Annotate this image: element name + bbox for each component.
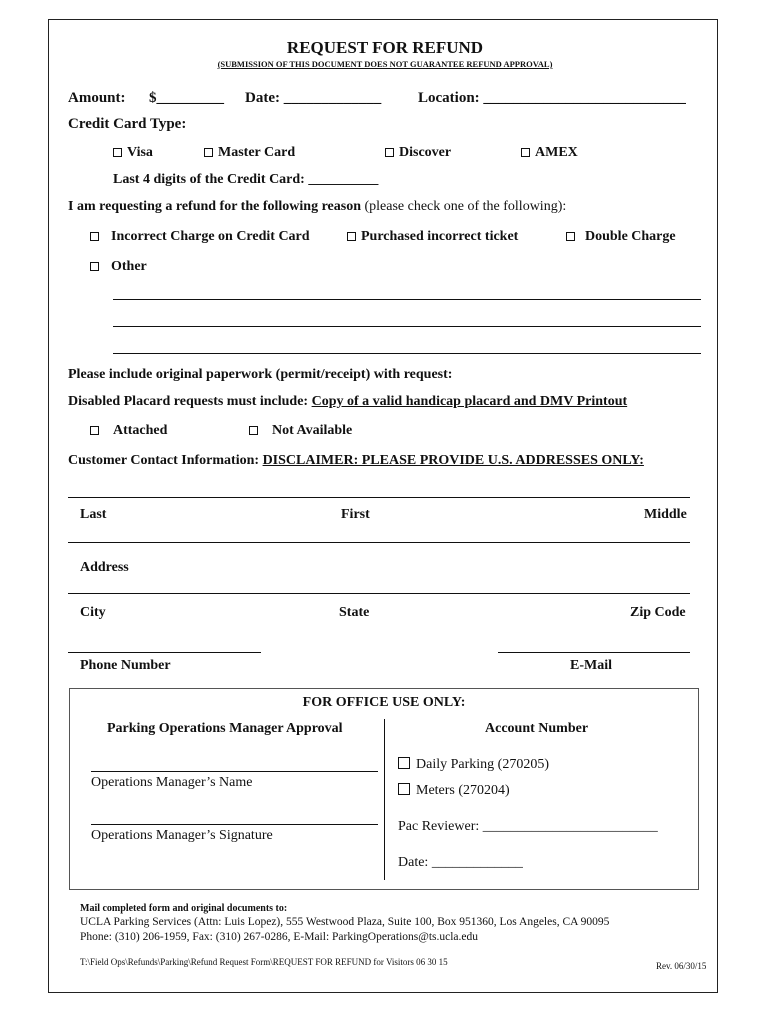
meters-option[interactable]: Meters (270204) <box>398 783 510 799</box>
credit-card-type-label: Credit Card Type: <box>68 116 187 132</box>
state-label: State <box>339 605 370 620</box>
last4-label: Last 4 digits of the Credit Card: <box>113 172 305 187</box>
checkbox-icon[interactable] <box>398 757 410 769</box>
account-heading: Account Number <box>485 721 589 736</box>
checkbox-icon[interactable] <box>90 426 99 435</box>
mail-address: UCLA Parking Services (Attn: Luis Lopez), 555 Westwood Plaza, Suite 100, Box 951360, Los Angeles, CA 90095 <box>80 916 610 928</box>
reason-other[interactable]: Other <box>90 259 147 275</box>
name-line[interactable] <box>68 497 690 498</box>
form-title: REQUEST FOR REFUND <box>286 38 484 57</box>
office-divider <box>384 719 385 880</box>
reason-prompt-bold: I am requesting a refund for the following reason <box>68 199 361 214</box>
email-label: E-Mail <box>570 658 612 673</box>
pac-reviewer-field[interactable]: Pac Reviewer: _________________________ <box>398 819 658 834</box>
mail-contact: Phone: (310) 206-1959, Fax: (310) 267-0286, E-Mail: ParkingOperations@ts.ucla.edu <box>80 931 479 943</box>
middle-name-label: Middle <box>644 507 687 522</box>
email-line[interactable] <box>498 652 690 653</box>
placard-not-available[interactable]: Not Available <box>249 423 352 439</box>
manager-name-label: Operations Manager’s Name <box>91 775 253 790</box>
last4-row <box>113 172 378 188</box>
office-heading: FOR OFFICE USE ONLY: <box>302 695 466 710</box>
checkbox-icon[interactable] <box>385 148 394 157</box>
cc-option-discover[interactable]: Discover <box>385 145 451 161</box>
amount-field[interactable]: $_________ <box>149 90 225 106</box>
checkbox-icon[interactable] <box>521 148 530 157</box>
last4-field[interactable]: __________ <box>308 172 379 187</box>
other-line-2[interactable] <box>113 326 701 327</box>
office-date-field[interactable]: Date: _____________ <box>398 855 523 870</box>
first-name-label: First <box>341 507 370 522</box>
date-field[interactable]: _____________ <box>283 90 382 106</box>
cc-option-mastercard[interactable]: Master Card <box>204 145 295 161</box>
phone-line[interactable] <box>68 652 261 653</box>
disabled-placard-row <box>68 394 627 410</box>
checkbox-icon[interactable] <box>347 232 356 241</box>
manager-signature-label: Operations Manager’s Signature <box>91 828 273 843</box>
paperwork-label: Please include original paperwork (permit/receipt) with request: <box>68 367 453 382</box>
date-label: Date: <box>245 90 280 106</box>
reason-double-charge[interactable]: Double Charge <box>566 229 676 245</box>
other-line-1[interactable] <box>113 299 701 300</box>
form-subtitle: (SUBMISSION OF THIS DOCUMENT DOES NOT GUARANTEE REFUND APPROVAL) <box>217 59 553 69</box>
reason-incorrect-ticket[interactable]: Purchased incorrect ticket <box>347 229 518 245</box>
contact-row <box>68 453 644 469</box>
zip-label: Zip Code <box>630 605 686 620</box>
mail-label: Mail completed form and original documents to: <box>80 903 288 914</box>
placard-attached[interactable]: Attached <box>90 423 167 439</box>
cc-option-visa[interactable]: Visa <box>113 145 153 161</box>
contact-label: Customer Contact Information: <box>68 453 260 468</box>
address-line-top[interactable] <box>68 542 690 543</box>
checkbox-icon[interactable] <box>90 232 99 241</box>
revision-label: Rev. 06/30/15 <box>656 961 707 971</box>
last-name-label: Last <box>80 507 107 522</box>
checkbox-icon[interactable] <box>90 262 99 271</box>
reason-incorrect-charge[interactable]: Incorrect Charge on Credit Card <box>90 229 310 245</box>
address-line[interactable] <box>68 593 690 594</box>
disabled-placard-requirement: Copy of a valid handicap placard and DMV Printout <box>311 394 628 409</box>
daily-parking-option[interactable]: Daily Parking (270205) <box>398 757 549 773</box>
location-field[interactable]: ___________________________ <box>483 90 686 106</box>
checkbox-icon[interactable] <box>204 148 213 157</box>
checkbox-icon[interactable] <box>249 426 258 435</box>
location-row <box>418 90 686 107</box>
manager-signature-line[interactable] <box>91 824 378 825</box>
checkbox-icon[interactable] <box>113 148 122 157</box>
other-line-3[interactable] <box>113 353 701 354</box>
file-path: T:\Field Ops\Refunds\Parking\Refund Request Form\REQUEST FOR REFUND for Visitors 06 30 15 <box>80 957 448 967</box>
checkbox-icon[interactable] <box>398 783 410 795</box>
location-label: Location: <box>418 90 480 106</box>
amount-label: Amount: <box>68 90 126 106</box>
approval-heading: Parking Operations Manager Approval <box>107 721 343 736</box>
disabled-placard-label: Disabled Placard requests must include: <box>68 394 309 409</box>
amount-row <box>68 90 224 107</box>
city-label: City <box>80 605 106 620</box>
cc-option-amex[interactable]: AMEX <box>521 145 578 161</box>
reason-prompt <box>68 199 566 215</box>
reason-prompt-note: (please check one of the following): <box>364 199 567 214</box>
phone-label: Phone Number <box>80 658 171 673</box>
address-label: Address <box>80 560 129 575</box>
date-row <box>245 90 381 107</box>
manager-name-line[interactable] <box>91 771 378 772</box>
checkbox-icon[interactable] <box>566 232 575 241</box>
contact-disclaimer: DISCLAIMER: PLEASE PROVIDE U.S. ADDRESSES ONLY: <box>262 453 644 468</box>
